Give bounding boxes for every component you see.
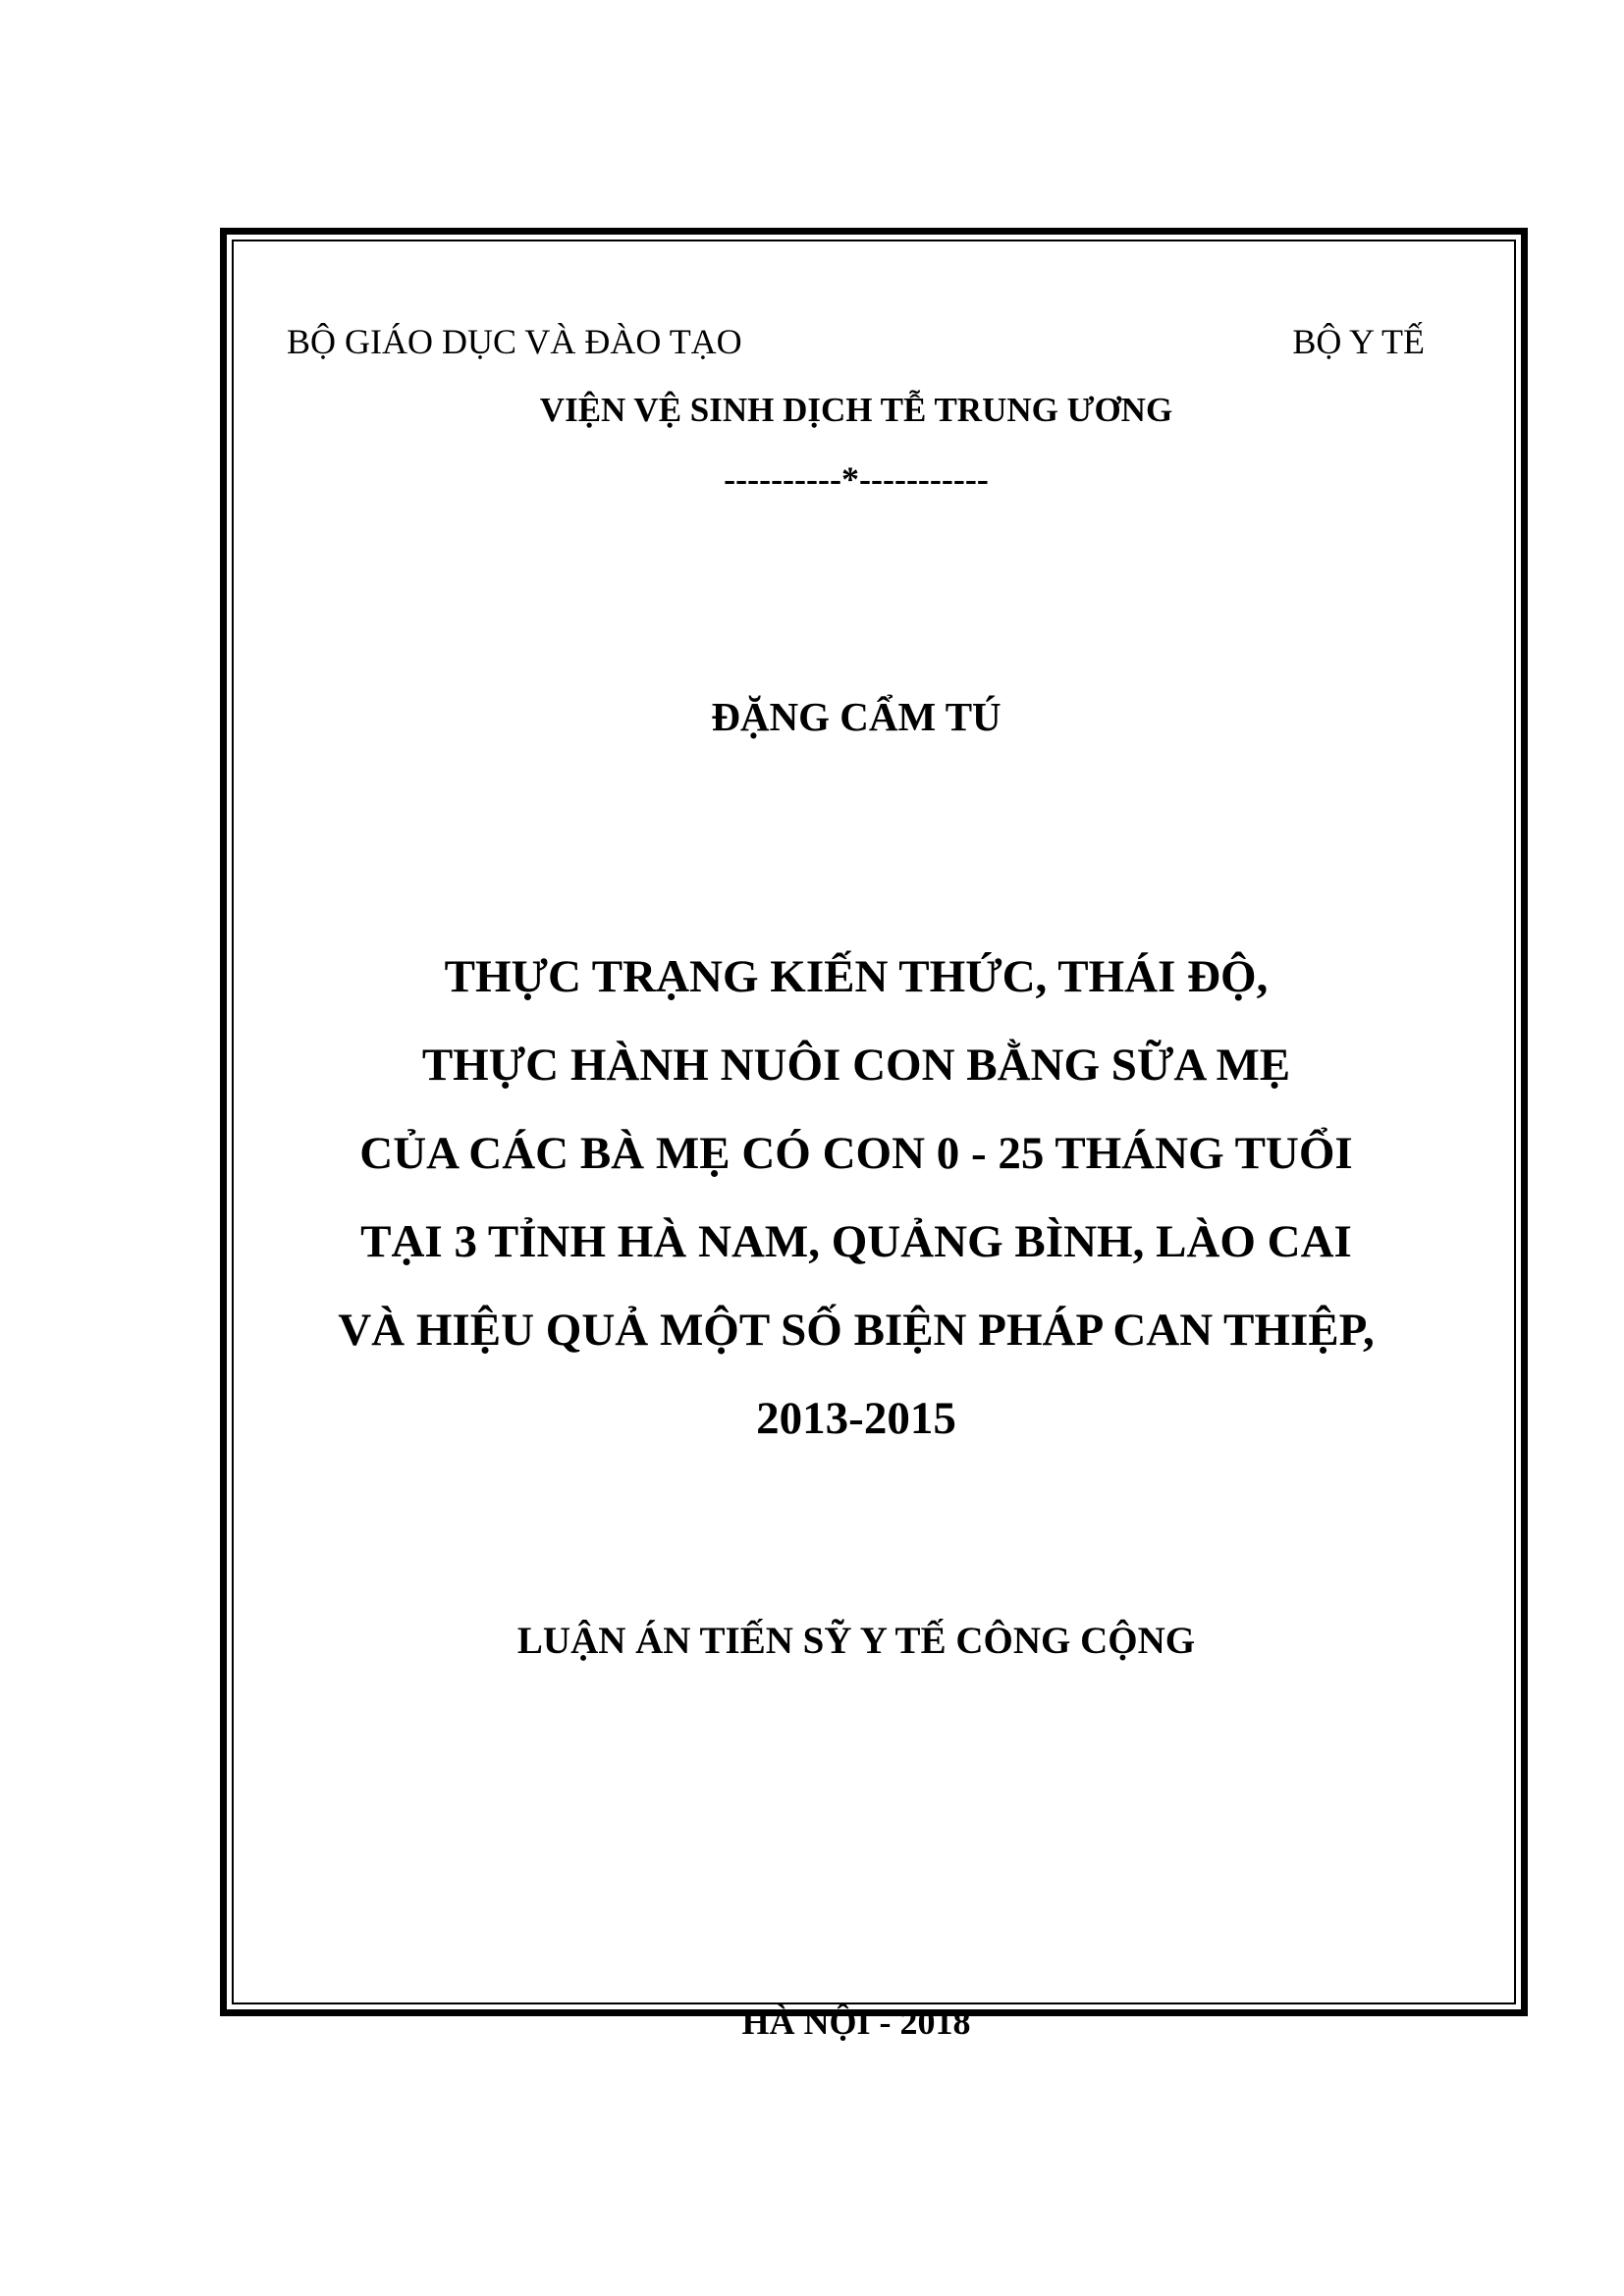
place-year: HÀ NỘI - 2018 — [741, 2002, 971, 2042]
ministry-education-label: BỘ GIÁO DỤC VÀ ĐÀO TẠO — [287, 322, 742, 361]
thesis-title — [0, 933, 1624, 1463]
institute-name: VIỆN VỆ SINH DỊCH TỄ TRUNG ƯƠNG — [539, 391, 1173, 429]
ministry-health-label: BỘ Y TẾ — [1292, 322, 1425, 361]
author-name: ĐẶNG CẨM TÚ — [711, 694, 1001, 739]
title-line: CỦA CÁC BÀ MẸ CÓ CON 0 - 25 THÁNG TUỔI — [359, 1128, 1353, 1179]
title-line: 2013-2015 — [756, 1393, 956, 1444]
title-line: TẠI 3 TỈNH HÀ NAM, QUẢNG BÌNH, LÀO CAI — [360, 1216, 1352, 1267]
title-line: VÀ HIỆU QUẢ MỘT SỐ BIỆN PHÁP CAN THIỆP, — [338, 1305, 1375, 1356]
degree-label: LUẬN ÁN TIẾN SỸ Y TẾ CÔNG CỘNG — [516, 1620, 1196, 1662]
title-line: THỰC HÀNH NUÔI CON BẰNG SỮA MẸ — [421, 1040, 1291, 1091]
header-separator: ----------*----------- — [724, 459, 989, 499]
title-line: THỰC TRẠNG KIẾN THỨC, THÁI ĐỘ, — [444, 951, 1269, 1002]
